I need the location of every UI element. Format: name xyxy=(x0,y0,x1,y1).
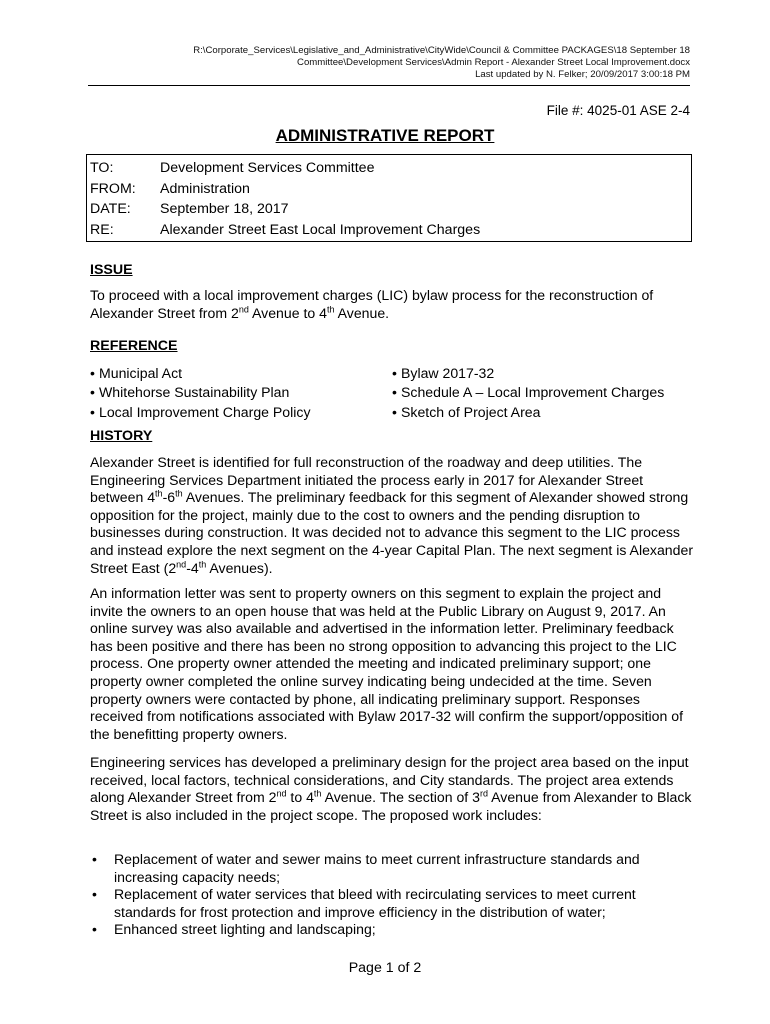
memo-value: Administration xyxy=(160,180,250,197)
bullet-icon: • xyxy=(392,384,397,401)
list-item xyxy=(90,383,392,402)
superscript: th xyxy=(326,303,335,314)
reference-list xyxy=(90,364,694,422)
memo-row-date xyxy=(90,199,691,220)
memo-value: September 18, 2017 xyxy=(160,201,289,217)
memo-key: DATE: xyxy=(90,201,131,217)
paragraph-text: Avenue. The section of 3 xyxy=(321,789,480,806)
memo-row-to xyxy=(90,158,691,179)
list-item xyxy=(90,403,392,422)
memo-value: Alexander Street East Local Improvement Charges xyxy=(160,221,481,238)
memo-key: TO: xyxy=(90,160,114,176)
bullet-icon: • xyxy=(392,365,397,381)
issue-text: Avenue. xyxy=(334,304,390,321)
work-scope-list xyxy=(90,851,694,939)
list-item xyxy=(392,364,694,383)
list-item xyxy=(90,886,694,921)
superscript: th xyxy=(198,558,207,569)
last-updated-line: Last updated by N. Felker; 20/09/2017 3:00:18 PM xyxy=(475,69,690,80)
file-path-header xyxy=(90,45,690,81)
memo-row-re xyxy=(90,220,691,241)
page-number: Page 1 of 2 xyxy=(348,960,422,976)
file-path-line-1: R:\Corporate_Services\Legislative_and_Administrative\CityWide\Council & Committee PACKAGES\18 September 18 xyxy=(193,45,690,56)
paragraph-text: Engineering services has developed a preliminary design for the project area based on the input received, local factors, technical considerations, and City standards. The project area extends along Alexander Street from 2 xyxy=(90,754,689,806)
bullet-icon: • xyxy=(92,851,97,867)
paragraph-text: -6 xyxy=(162,489,176,506)
memo-row-from xyxy=(90,179,691,200)
reference-item-label: Local Improvement Charge Policy xyxy=(99,403,311,420)
reference-item-label: Whitehorse Sustainability Plan xyxy=(99,384,290,401)
paragraph-text: -4 xyxy=(186,559,199,576)
list-item xyxy=(90,851,694,886)
bullet-icon: • xyxy=(90,365,95,381)
bullet-icon: • xyxy=(392,403,397,420)
paragraph-text: An information letter was sent to property owners on this segment to explain the project and invite the owners to an open house that was held at the Public Library on August 9, 2017. An online survey was also available and advertised in the information letter. Preliminary feedback has been positive and there has been no strong opposition to advancing this project to the LIC process. One property owner attended the meeting and indicated preliminary support; one property owner completed the online survey indicating being undecided at the time. Seven property owners were contacted by phone, all indicating preliminary support. Responses received from notifications associated with Bylaw 2017-32 will confirm the support/opposition of the benefitting property owners. xyxy=(90,585,684,742)
header-rule xyxy=(88,85,690,86)
superscript: nd xyxy=(176,558,187,569)
superscript: rd xyxy=(479,788,488,799)
memo-key: FROM: xyxy=(90,180,136,197)
paragraph-text: Avenue from Alexander to Black Street is also included in the project scope. The proposed work includes: xyxy=(90,789,692,823)
memo-key: RE: xyxy=(90,221,114,238)
history-paragraph-1 xyxy=(90,454,694,577)
list-item xyxy=(90,364,392,383)
bullet-icon: • xyxy=(92,921,97,938)
list-item xyxy=(90,921,694,939)
issue-paragraph xyxy=(90,287,694,322)
superscript: nd xyxy=(276,788,287,799)
memo-box xyxy=(86,154,692,242)
reference-column-left xyxy=(90,364,392,422)
paragraph-text: to 4 xyxy=(286,789,314,806)
bullet-icon: • xyxy=(92,886,97,903)
history-paragraph-2 xyxy=(90,585,694,743)
file-number: File #: 4025-01 ASE 2-4 xyxy=(546,103,690,118)
superscript: th xyxy=(175,488,183,499)
history-heading: HISTORY xyxy=(90,428,153,444)
paragraph-text: Alexander Street is identified for full reconstruction of the roadway and deep utilities. The Engineering Services Department initiated the process early in 2017 for Alexander Street between 4 xyxy=(90,454,644,506)
issue-text: Avenue to 4 xyxy=(248,304,327,321)
reference-item-label: Schedule A – Local Improvement Charges xyxy=(401,384,665,401)
list-item-text: Replacement of water and sewer mains to meet current infrastructure standards and increasing capacity needs; xyxy=(114,851,640,885)
reference-column-right xyxy=(392,364,694,422)
superscript: th xyxy=(155,488,163,499)
bullet-icon: • xyxy=(90,403,95,420)
issue-text: To proceed with a local improvement charges (LIC) bylaw process for the reconstruction of Alexander Street from 2 xyxy=(90,287,654,321)
issue-heading: ISSUE xyxy=(90,262,133,278)
list-item-text: Replacement of water services that bleed with recirculating services to meet current standards for frost protection and improve efficiency in the distribution of water; xyxy=(114,886,636,920)
list-item xyxy=(392,403,694,422)
history-paragraph-3 xyxy=(90,754,694,824)
superscript: th xyxy=(313,788,322,799)
list-item xyxy=(392,383,694,402)
reference-item-label: Bylaw 2017-32 xyxy=(401,365,495,381)
paragraph-text: Avenues. The preliminary feedback for this segment of Alexander showed strong opposition for the project, mainly due to the cost to owners and the pending disruption to businesses during construction. It was decided not to advance this segment to the LIC process and instead explore the next segment on the 4-year Capital Plan. The next segment is Alexander Street East (2 xyxy=(90,489,694,576)
reference-heading: REFERENCE xyxy=(90,338,178,354)
superscript: nd xyxy=(238,303,249,314)
memo-value: Development Services Committee xyxy=(160,160,375,176)
reference-item-label: Municipal Act xyxy=(99,365,183,381)
file-path-line-2: Committee\Development Services\Admin Report - Alexander Street Local Improvement.docx xyxy=(297,57,690,68)
reference-item-label: Sketch of Project Area xyxy=(401,403,541,420)
bullet-icon: • xyxy=(90,384,95,401)
paragraph-text: Avenues). xyxy=(206,559,273,576)
list-item-text: Enhanced street lighting and landscaping; xyxy=(114,921,376,938)
report-title: ADMINISTRATIVE REPORT xyxy=(275,126,495,145)
